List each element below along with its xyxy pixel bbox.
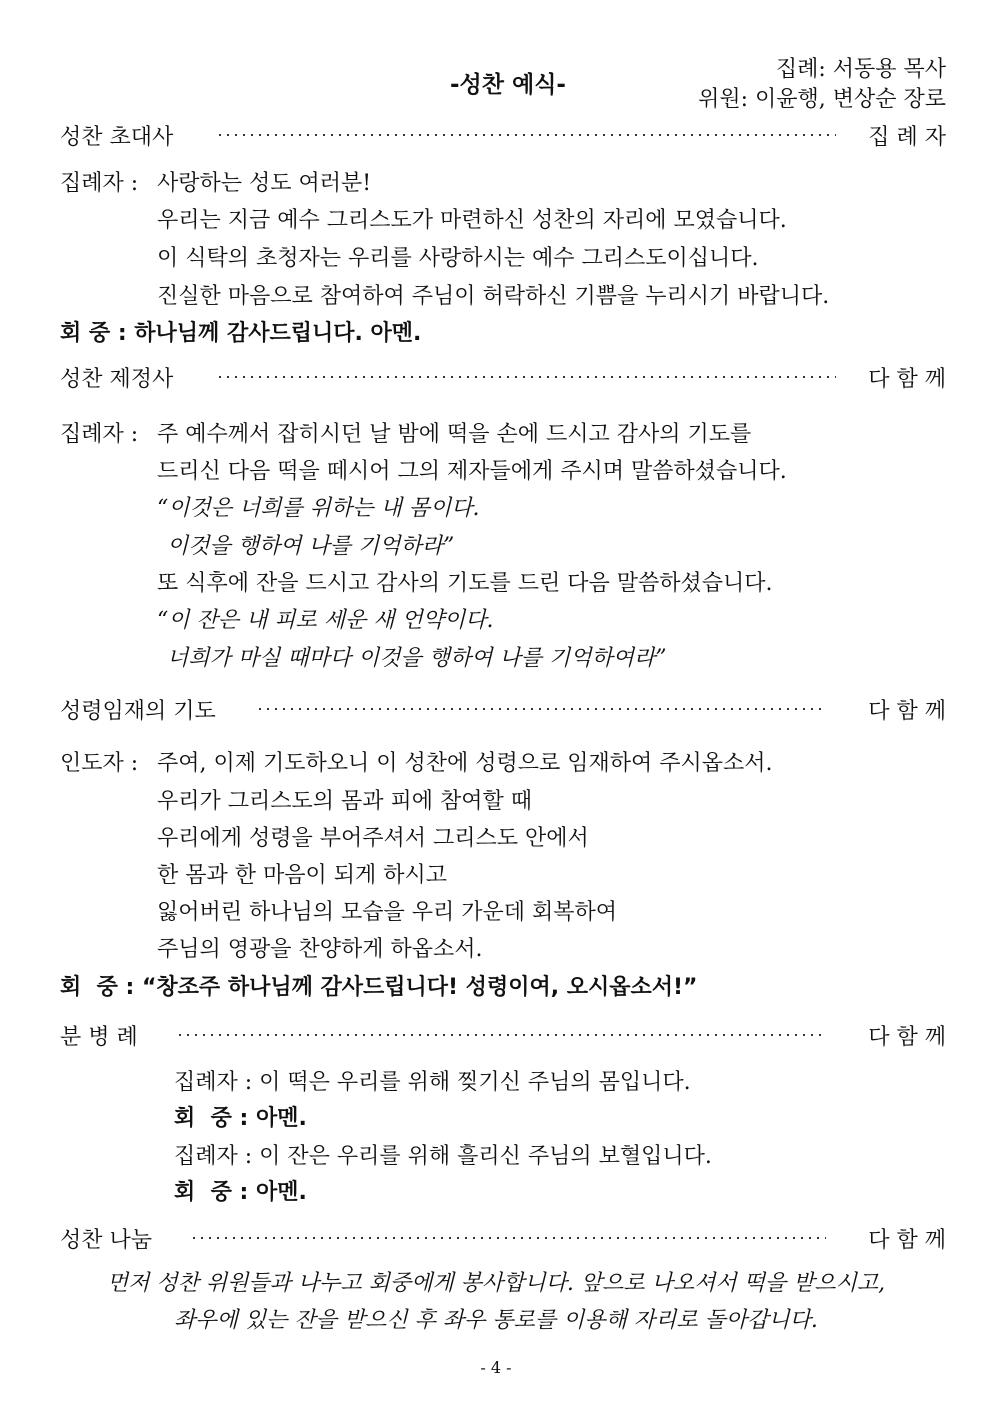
liturgy-line: 집례자 : 이 잔은 우리를 위해 흘리신 주님의 보혈입니다. [174, 1144, 712, 1169]
page-title: -성찬 예식- [450, 72, 566, 98]
section-role-institution: 다 함 께 [868, 367, 946, 392]
scripture-quote: “이것은 너희를 위하는 내 몸이다. [157, 496, 480, 521]
speaker-label: 인도자 : [60, 751, 139, 776]
committee-credit: 위원: 이윤행, 변상순 장로 [698, 87, 946, 112]
section-heading-institution: 성찬 제정사 [60, 367, 174, 392]
section-role-fraction: 다 함 께 [868, 1025, 946, 1050]
dot-leader [216, 376, 836, 378]
liturgy-line: 드리신 다음 떡을 떼시어 그의 제자들에게 주시며 말씀하셨습니다. [157, 459, 787, 484]
liturgy-line: 주여, 이제 기도하오니 이 성찬에 성령으로 임재하여 주시옵소서. [157, 751, 773, 776]
section-heading-invitation: 성찬 초대사 [60, 125, 174, 150]
liturgy-line: 우리가 그리스도의 몸과 피에 참여할 때 [157, 789, 532, 814]
liturgy-line: 주 예수께서 잡히시던 날 밤에 떡을 손에 드시고 감사의 기도를 [157, 422, 752, 447]
section-role-invitation: 집 례 자 [868, 125, 946, 150]
instruction-line: 좌우에 있는 잔을 받으신 후 좌우 통로를 이용해 자리로 돌아갑니다. [174, 1308, 818, 1333]
liturgy-line: 우리에게 성령을 부어주셔서 그리스도 안에서 [157, 826, 589, 851]
section-role-sharing: 다 함 께 [868, 1228, 946, 1253]
congregation-response: 회 중 : 아멘. [174, 1180, 307, 1205]
speaker-label: 집례자 : [60, 422, 139, 447]
section-heading-fraction: 분 병 례 [60, 1025, 138, 1050]
liturgy-line: 진실한 마음으로 참여하여 주님이 허락하신 기쁨을 누리시기 바랍니다. [157, 284, 830, 309]
liturgy-line: 이 식탁의 초청자는 우리를 사랑하시는 예수 그리스도이십니다. [157, 246, 759, 271]
dot-leader [176, 1034, 826, 1036]
congregation-response: 회 중 : 아멘. [174, 1106, 307, 1131]
liturgy-line: 우리는 지금 예수 그리스도가 마련하신 성찬의 자리에 모였습니다. [157, 208, 787, 233]
dot-leader [256, 708, 822, 710]
officiant-credit: 집례: 서동용 목사 [775, 57, 946, 82]
dot-leader [190, 1237, 826, 1239]
speaker-label: 집례자 : [60, 171, 139, 196]
liturgy-line: 집례자 : 이 떡은 우리를 위해 찢기신 주님의 몸입니다. [174, 1070, 691, 1095]
page-number: - 4 - [480, 1358, 512, 1377]
congregation-response: 회 중 : “창조주 하나님께 감사드립니다! 성령이여, 오시옵소서!” [60, 975, 698, 1000]
liturgy-line: 사랑하는 성도 여러분! [157, 171, 372, 196]
scripture-quote: 이것을 행하여 나를 기억하라” [167, 534, 455, 559]
liturgy-line: 주님의 영광을 찬양하게 하옵소서. [157, 937, 483, 962]
scripture-quote: 너희가 마실 때마다 이것을 행하여 나를 기억하여라” [167, 646, 667, 671]
dot-leader [216, 134, 836, 136]
section-role-epiclesis: 다 함 께 [868, 699, 946, 724]
liturgy-line: 한 몸과 한 마음이 되게 하시고 [157, 863, 447, 888]
section-heading-sharing: 성찬 나눔 [60, 1228, 153, 1253]
liturgy-line: 잃어버린 하나님의 모습을 우리 가운데 회복하여 [157, 900, 618, 925]
instruction-line: 먼저 성찬 위원들과 나누고 회중에게 봉사합니다. 앞으로 나오셔서 떡을 받으시고, [106, 1271, 886, 1296]
scripture-quote: “이 잔은 내 피로 세운 새 언약이다. [157, 608, 494, 633]
congregation-response: 회 중 : 하나님께 감사드립니다. 아멘. [60, 321, 422, 346]
liturgy-line: 또 식후에 잔을 드시고 감사의 기도를 드린 다음 말씀하셨습니다. [157, 571, 773, 596]
section-heading-epiclesis: 성령임재의 기도 [60, 699, 216, 724]
